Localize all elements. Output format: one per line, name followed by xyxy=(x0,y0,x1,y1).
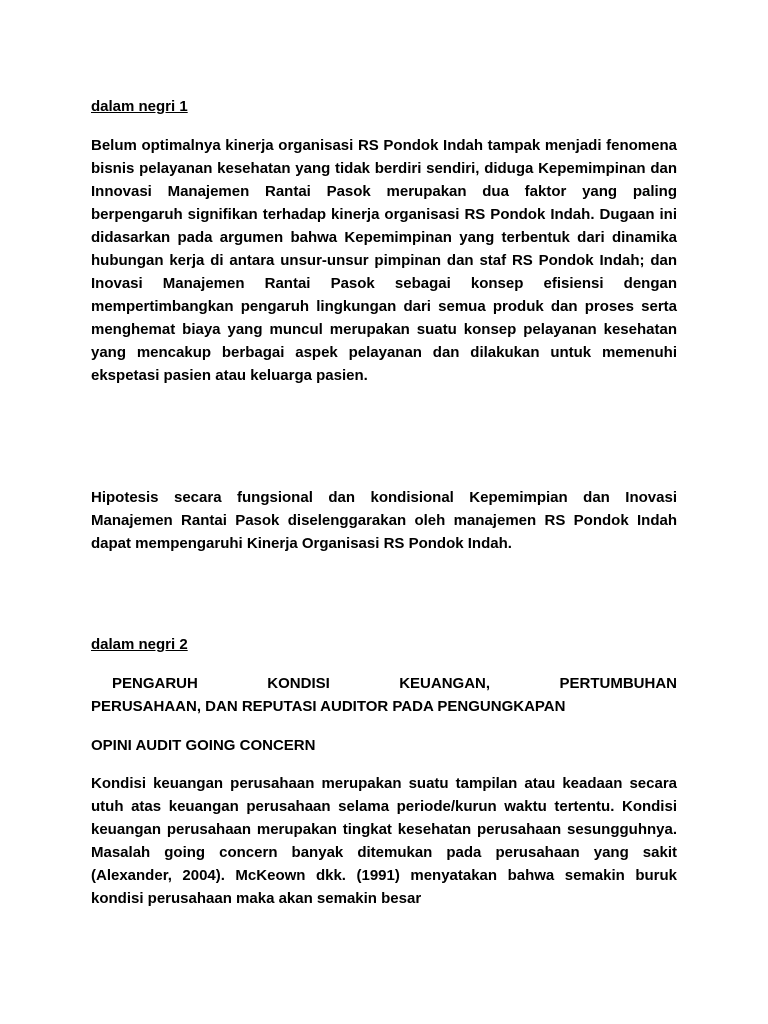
document-title-line-3: OPINI AUDIT GOING CONCERN xyxy=(91,737,316,754)
document-title-line-2: PERUSAHAAN, DAN REPUTASI AUDITOR PADA PENGUNGKAPAN xyxy=(91,698,566,715)
section-heading-dalam-negri-1: dalam negri 1 xyxy=(91,98,188,115)
paragraph-kondisi-keuangan: Kondisi keuangan perusahaan merupakan suatu tampilan atau keadaan secara utuh atas keuangan perusahaan selama periode/kurun waktu tertentu. Kondisi keuangan perusahaan merupakan tingkat kesehatan perusahaan sesungguhnya. Masalah going concern banyak ditemukan pada perusahaan yang sakit (Alexander, 2004). McKeown dkk. (1991) menyatakan bahwa semakin buruk kondisi perusahaan maka akan semakin besar xyxy=(91,775,677,907)
document-title-line-1: PENGARUH KONDISI KEUANGAN, PERTUMBUHAN xyxy=(112,675,677,692)
paragraph-hipotesis: Hipotesis secara fungsional dan kondisional Kepemimpian dan Inovasi Manajemen Rantai Pasok diselenggarakan oleh manajemen RS Pondok Indah dapat mempengaruhi Kinerja Organisasi RS Pondok Indah. xyxy=(91,489,677,552)
section-heading-dalam-negri-2: dalam negri 2 xyxy=(91,636,188,653)
paragraph-kinerja-organisasi: Belum optimalnya kinerja organisasi RS Pondok Indah tampak menjadi fenomena bisnis pelayanan kesehatan yang tidak berdiri sendiri, diduga Kepemimpinan dan Innovasi Manajemen Rantai Pasok merupakan dua faktor yang paling berpengaruh signifikan terhadap kinerja organisasi RS Pondok Indah. Dugaan ini didasarkan pada argumen bahwa Kepemimpinan yang terbentuk dari dinamika hubungan kerja di antara unsur-unsur pimpinan dan staf RS Pondok Indah; dan Inovasi Manajemen Rantai Pasok sebagai konsep efisiensi dengan mempertimbangkan pengaruh lingkungan dari semua produk dan proses serta menghemat biaya yang muncul merupakan suatu konsep pelayanan kesehatan yang mencakup berbagai aspek pelayanan dan dilakukan untuk memenuhi ekspetasi pasien atau keluarga pasien. xyxy=(91,137,677,384)
